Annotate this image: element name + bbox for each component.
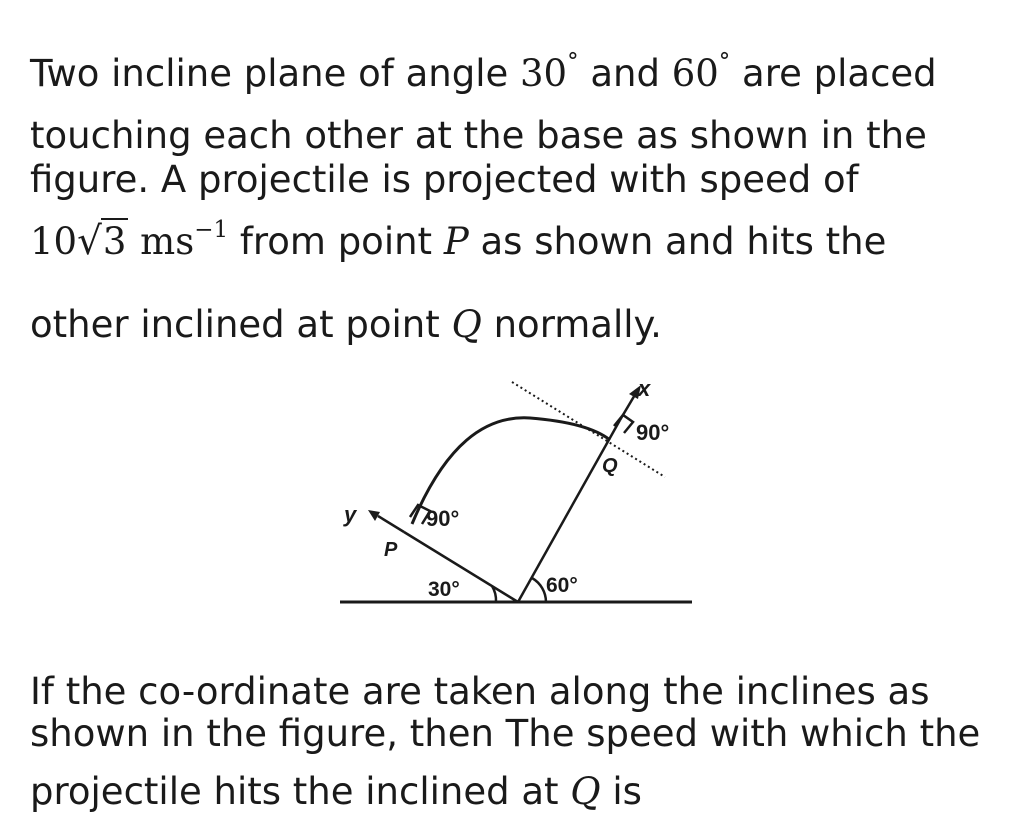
point-q-symbol: Q	[451, 303, 482, 346]
angle-60-label: 60°	[546, 574, 578, 597]
question-line-5: other inclined at point Q normally.	[30, 303, 662, 346]
incline-figure	[320, 360, 700, 620]
angle-90-p-label: 90°	[426, 506, 460, 531]
axis-y-label: y	[344, 502, 357, 527]
axis-x-label: x	[638, 376, 651, 401]
speed-expression: 10√3 $ms^{-1}$	[30, 216, 229, 264]
point-p-symbol: P	[443, 220, 469, 263]
question-line-2: touching each other at the base as shown in the	[30, 114, 927, 157]
follow-up-line-1: If the co-ordinate are taken along the inclines as	[30, 670, 930, 713]
follow-up-line-2: shown in the figure, then The speed with which the	[30, 712, 981, 755]
angle-30-value: 30°	[520, 48, 579, 95]
point-p-label: P	[384, 539, 398, 561]
follow-up-line-3: projectile hits the inclined at Q is	[30, 770, 642, 813]
question-line-4: 10√3 $ms^{-1}$ from point P as shown and hits the	[30, 216, 887, 264]
y-axis-arrow-icon	[368, 510, 380, 521]
point-q-symbol-2: Q	[570, 770, 601, 813]
angle-90-q-label: 90°	[636, 420, 670, 445]
y-axis-line	[378, 516, 404, 532]
incline-30	[404, 532, 518, 602]
angle-60-arc	[532, 578, 546, 602]
point-q-label: Q	[602, 455, 618, 477]
question-line-3: figure. A projectile is projected with speed of	[30, 158, 859, 201]
question-line-1: Two incline plane of angle 30° and 60° are placed	[30, 48, 937, 95]
right-angle-q-icon	[614, 415, 633, 433]
angle-30-label: 30°	[428, 578, 460, 601]
angle-60-value: 60°	[671, 48, 731, 95]
